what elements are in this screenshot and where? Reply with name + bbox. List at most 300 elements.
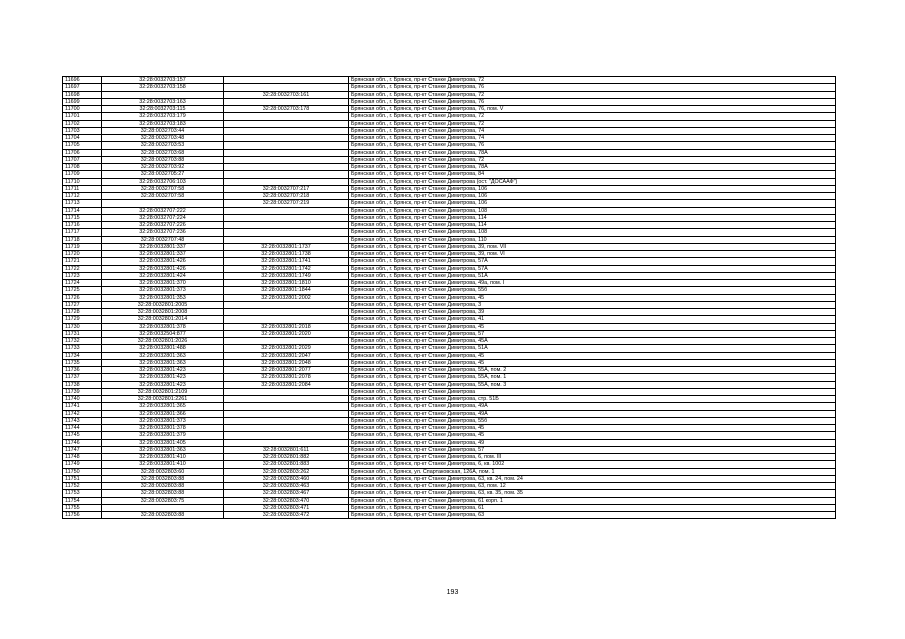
cadastral-number-cell: 32:28:0032801:373 xyxy=(102,417,224,424)
table-row xyxy=(63,504,836,511)
object-number-cell xyxy=(224,207,349,214)
row-number-cell: 11748 xyxy=(63,454,102,461)
address-cell: Брянская обл., г. Брянск, пр-кт Станке Димитрова, 39, пом. VII xyxy=(349,243,836,250)
address-cell: Брянская обл., г. Брянск, пр-кт Станке Димитрова, 45А xyxy=(349,338,836,345)
row-number-cell: 11700 xyxy=(63,106,102,113)
cadastral-number-cell: 32:28:0032801:378 xyxy=(102,323,224,330)
cadastral-number-cell: 32:28:0032703:88 xyxy=(102,156,224,163)
table-row xyxy=(63,149,836,156)
cadastral-number-cell: 32:28:0032707:224 xyxy=(102,214,224,221)
cadastral-number-cell: 32:28:0032801:363 xyxy=(102,352,224,359)
address-cell: Брянская обл., г. Брянск, пр-кт Станке Димитрова, 49А xyxy=(349,410,836,417)
row-number-cell: 11717 xyxy=(63,229,102,236)
table-row xyxy=(63,410,836,417)
row-number-cell: 11742 xyxy=(63,410,102,417)
cadastral-number-cell: 32:28:0032801:370 xyxy=(102,280,224,287)
object-number-cell: 32:28:0032803:262 xyxy=(224,468,349,475)
table-row xyxy=(63,345,836,352)
object-number-cell xyxy=(224,142,349,149)
cadastral-number-cell: 32:28:0032707:226 xyxy=(102,222,224,229)
cadastral-number-cell: 32:28:0032801:2008 xyxy=(102,309,224,316)
address-cell: Брянская обл., г. Брянск, пр-кт Станке Димитрова, 106 xyxy=(349,200,836,207)
row-number-cell: 11697 xyxy=(63,84,102,91)
row-number-cell: 11718 xyxy=(63,236,102,243)
row-number-cell: 11703 xyxy=(63,127,102,134)
row-number-cell: 11714 xyxy=(63,207,102,214)
object-number-cell xyxy=(224,338,349,345)
table-row xyxy=(63,258,836,265)
address-cell: Брянская обл., г. Брянск, пр-кт Станке Димитрова, 108 xyxy=(349,207,836,214)
address-cell: Брянская обл., г. Брянск, пр-кт Станке Димитрова, 63 xyxy=(349,512,836,519)
table-row xyxy=(63,374,836,381)
address-cell: Брянская обл., г. Брянск, пр-кт Станке Димитрова, 61 корп. 1 xyxy=(349,497,836,504)
table-row xyxy=(63,84,836,91)
address-cell: Брянская обл., г. Брянск, пр-кт Станке Димитрова, 6, пом. III xyxy=(349,454,836,461)
address-cell: Брянская обл., г. Брянск, пр-кт Станке Димитрова, 114 xyxy=(349,214,836,221)
cadastral-number-cell: 32:28:0032801:423 xyxy=(102,367,224,374)
address-cell: Брянская обл., г. Брянск, пр-кт Станке Димитрова, 55б xyxy=(349,287,836,294)
row-number-cell: 11707 xyxy=(63,156,102,163)
cadastral-number-cell: 32:28:0032801:337 xyxy=(102,243,224,250)
object-number-cell xyxy=(224,316,349,323)
table-row xyxy=(63,214,836,221)
row-number-cell: 11754 xyxy=(63,497,102,504)
object-number-cell: 32:28:0032801:2020 xyxy=(224,330,349,337)
cadastral-number-cell: 32:28:0032801:426 xyxy=(102,258,224,265)
row-number-cell: 11709 xyxy=(63,171,102,178)
object-number-cell: 32:28:0032801:1844 xyxy=(224,287,349,294)
address-cell: Брянская обл., г. Брянск, пр-кт Станке Димитрова, 84 xyxy=(349,171,836,178)
row-number-cell: 11756 xyxy=(63,512,102,519)
row-number-cell: 11744 xyxy=(63,425,102,432)
table-row xyxy=(63,330,836,337)
row-number-cell: 11711 xyxy=(63,185,102,192)
row-number-cell: 11702 xyxy=(63,120,102,127)
cadastral-number-cell: 32:28:0032703:92 xyxy=(102,164,224,171)
table-row xyxy=(63,461,836,468)
object-number-cell: 32:28:0032803:467 xyxy=(224,490,349,497)
row-number-cell: 11728 xyxy=(63,309,102,316)
table-row xyxy=(63,294,836,301)
table-row xyxy=(63,251,836,258)
address-cell: Брянская обл., г. Брянск, пр-кт Станке Димитрова, 63, кв. 35, пом. 35 xyxy=(349,490,836,497)
table-row xyxy=(63,381,836,388)
object-number-cell: 32:28:0032801:1737 xyxy=(224,243,349,250)
object-number-cell: 32:28:0032801:1741 xyxy=(224,258,349,265)
row-number-cell: 11743 xyxy=(63,417,102,424)
object-number-cell: 32:28:0032707:218 xyxy=(224,193,349,200)
address-cell: Брянская обл., г. Брянск, пр-кт Станке Димитрова xyxy=(349,388,836,395)
table-row xyxy=(63,127,836,134)
row-number-cell: 11710 xyxy=(63,178,102,185)
table-row xyxy=(63,236,836,243)
row-number-cell: 11719 xyxy=(63,243,102,250)
address-cell: Брянская обл., г. Брянск, пр-кт Станке Димитрова, 55А, пом. 1 xyxy=(349,374,836,381)
address-cell: Брянская обл., г. Брянск, пр-кт Станке Димитрова, 57 xyxy=(349,330,836,337)
cadastral-number-cell: 32:28:0032707:58 xyxy=(102,193,224,200)
cadastral-number-cell: 32:28:0032803:75 xyxy=(102,497,224,504)
address-cell: Брянская обл., г. Брянск, пр-кт Станке Димитрова, стр. 51Б xyxy=(349,396,836,403)
address-cell: Брянская обл., г. Брянск, пр-кт Станке Димитрова, 72 xyxy=(349,77,836,84)
table-row xyxy=(63,200,836,207)
object-number-cell: 32:28:0032801:883 xyxy=(224,461,349,468)
cadastral-number-cell: 32:28:0032801:337 xyxy=(102,251,224,258)
cadastral-number-cell: 32:28:0032703:115 xyxy=(102,106,224,113)
table-row xyxy=(63,120,836,127)
registry-table-body xyxy=(63,77,836,519)
page-number: 193 xyxy=(446,589,459,596)
table-row xyxy=(63,468,836,475)
address-cell: Брянская обл., г. Брянск, пр-кт Станке Димитрова, 72 xyxy=(349,91,836,98)
table-row xyxy=(63,98,836,105)
table-row xyxy=(63,280,836,287)
row-number-cell: 11701 xyxy=(63,113,102,120)
object-number-cell xyxy=(224,403,349,410)
address-cell: Брянская обл., г. Брянск, пр-кт Станке Димитрова, 114 xyxy=(349,222,836,229)
object-number-cell xyxy=(224,164,349,171)
address-cell: Брянская обл., г. Брянск, пр-кт Станке Димитрова, 57 xyxy=(349,446,836,453)
table-row xyxy=(63,475,836,482)
cadastral-number-cell: 32:28:0032801:363 xyxy=(102,359,224,366)
cadastral-number-cell: 32:28:0032703:48 xyxy=(102,135,224,142)
cadastral-number-cell: 32:28:0032707:236 xyxy=(102,229,224,236)
cadastral-number-cell: 32:28:0032801:2014 xyxy=(102,316,224,323)
object-number-cell xyxy=(224,149,349,156)
address-cell: Брянская обл., г. Брянск, пр-кт Станке Димитрова, 57А xyxy=(349,265,836,272)
table-row xyxy=(63,287,836,294)
address-cell: Брянская обл., г. Брянск, пр-кт Станке Димитрова, 51А xyxy=(349,272,836,279)
row-number-cell: 11722 xyxy=(63,265,102,272)
address-cell: Брянская обл., г. Брянск, пр-кт Станке Димитрова, 55б xyxy=(349,417,836,424)
row-number-cell: 11720 xyxy=(63,251,102,258)
row-number-cell: 11753 xyxy=(63,490,102,497)
table-row xyxy=(63,142,836,149)
object-number-cell xyxy=(224,388,349,395)
row-number-cell: 11751 xyxy=(63,475,102,482)
address-cell: Брянская обл., г. Брянск, пр-кт Станке Димитрова, 74 xyxy=(349,127,836,134)
table-row xyxy=(63,439,836,446)
object-number-cell xyxy=(224,77,349,84)
address-cell: Брянская обл., г. Брянск, пр-кт Станке Димитрова, 39 xyxy=(349,309,836,316)
address-cell: Брянская обл., г. Брянск, пр-кт Станке Димитрова, 76, пом. V xyxy=(349,106,836,113)
address-cell: Брянская обл., г. Брянск, пр-кт Станке Димитрова, 45 xyxy=(349,294,836,301)
cadastral-number-cell: 32:28:0032706:103 xyxy=(102,178,224,185)
object-number-cell: 32:28:0032703:161 xyxy=(224,91,349,98)
object-number-cell xyxy=(224,127,349,134)
table-row xyxy=(63,193,836,200)
table-row xyxy=(63,446,836,453)
cadastral-number-cell: 32:28:0032801:488 xyxy=(102,345,224,352)
address-cell: Брянская обл., г. Брянск, пр-кт Станке Димитрова, 72 xyxy=(349,120,836,127)
row-number-cell: 11730 xyxy=(63,323,102,330)
row-number-cell: 11745 xyxy=(63,432,102,439)
row-number-cell: 11699 xyxy=(63,98,102,105)
row-number-cell: 11696 xyxy=(63,77,102,84)
object-number-cell xyxy=(224,410,349,417)
cadastral-number-cell: 32:28:0032803:88 xyxy=(102,490,224,497)
address-cell: Брянская обл., г. Брянск, ул. Спартаковская, 126А, пом. 1 xyxy=(349,468,836,475)
object-number-cell: 32:28:0032803:471 xyxy=(224,504,349,511)
row-number-cell: 11713 xyxy=(63,200,102,207)
table-row xyxy=(63,243,836,250)
table-row xyxy=(63,352,836,359)
row-number-cell: 11749 xyxy=(63,461,102,468)
object-number-cell: 32:28:0032707:217 xyxy=(224,185,349,192)
object-number-cell: 32:28:0032801:1738 xyxy=(224,251,349,258)
cadastral-number-cell: 32:28:0032801:366 xyxy=(102,410,224,417)
object-number-cell: 32:28:0032801:2029 xyxy=(224,345,349,352)
cadastral-number-cell: 32:28:0032707:48 xyxy=(102,236,224,243)
cadastral-number-cell: 32:28:0032707:58 xyxy=(102,185,224,192)
table-row xyxy=(63,156,836,163)
table-row xyxy=(63,222,836,229)
address-cell: Брянская обл., г. Брянск, пр-кт Станке Димитрова, 106 xyxy=(349,185,836,192)
cadastral-number-cell: 32:28:0032801:2109 xyxy=(102,388,224,395)
row-number-cell: 11738 xyxy=(63,381,102,388)
object-number-cell: 32:28:0032703:178 xyxy=(224,106,349,113)
address-cell: Брянская обл., г. Брянск, пр-кт Станке Димитрова, 3 xyxy=(349,301,836,308)
table-row xyxy=(63,229,836,236)
table-row xyxy=(63,338,836,345)
address-cell: Брянская обл., г. Брянск, пр-кт Станке Димитрова, 55А, пом. 3 xyxy=(349,381,836,388)
address-cell: Брянская обл., г. Брянск, пр-кт Станке Димитрова, 61 xyxy=(349,504,836,511)
address-cell: Брянская обл., г. Брянск, пр-кт Станке Димитрова, 72 xyxy=(349,156,836,163)
object-number-cell: 32:28:0032707:219 xyxy=(224,200,349,207)
cadastral-number-cell: 32:28:0032801:2026 xyxy=(102,338,224,345)
table-row xyxy=(63,135,836,142)
cadastral-number-cell xyxy=(102,504,224,511)
row-number-cell: 11732 xyxy=(63,338,102,345)
table-row xyxy=(63,171,836,178)
address-cell: Брянская обл., г. Брянск, пр-кт Станке Димитрова, 72 xyxy=(349,113,836,120)
object-number-cell xyxy=(224,156,349,163)
address-cell: Брянская обл., г. Брянск, пр-кт Станке Димитрова, 49 xyxy=(349,439,836,446)
table-row xyxy=(63,301,836,308)
address-cell: Брянская обл., г. Брянск, пр-кт Станке Димитрова, 63, пом. 12 xyxy=(349,483,836,490)
cadastral-number-cell: 32:28:0032703:179 xyxy=(102,113,224,120)
object-number-cell: 32:28:0032803:460 xyxy=(224,475,349,482)
address-cell: Брянская обл., г. Брянск, пр-кт Станке Димитрова, 74 xyxy=(349,135,836,142)
row-number-cell: 11715 xyxy=(63,214,102,221)
object-number-cell xyxy=(224,222,349,229)
table-row xyxy=(63,185,836,192)
address-cell: Брянская обл., г. Брянск, пр-кт Станке Димитрова, 51А xyxy=(349,345,836,352)
object-number-cell xyxy=(224,425,349,432)
cadastral-number-cell: 32:28:0032801:423 xyxy=(102,374,224,381)
object-number-cell: 32:28:0032803:472 xyxy=(224,512,349,519)
table-row xyxy=(63,490,836,497)
table-row xyxy=(63,403,836,410)
cadastral-number-cell: 32:28:0032801:426 xyxy=(102,265,224,272)
object-number-cell xyxy=(224,236,349,243)
cadastral-number-cell: 32:28:0032703:158 xyxy=(102,84,224,91)
cadastral-number-cell: 32:28:0032801:2005 xyxy=(102,301,224,308)
row-number-cell: 11752 xyxy=(63,483,102,490)
row-number-cell: 11741 xyxy=(63,403,102,410)
address-cell: Брянская обл., г. Брянск, пр-кт Станке Димитрова, 6, кв. 1002 xyxy=(349,461,836,468)
object-number-cell: 32:28:0032801:2048 xyxy=(224,359,349,366)
object-number-cell xyxy=(224,439,349,446)
row-number-cell: 11705 xyxy=(63,142,102,149)
table-row xyxy=(63,309,836,316)
object-number-cell: 32:28:0032801:2002 xyxy=(224,294,349,301)
table-row xyxy=(63,207,836,214)
object-number-cell: 32:28:0032803:463 xyxy=(224,483,349,490)
address-cell: Брянская обл., г. Брянск, пр-кт Станке Димитрова, 106 xyxy=(349,193,836,200)
table-row xyxy=(63,77,836,84)
row-number-cell: 11735 xyxy=(63,359,102,366)
row-number-cell: 11729 xyxy=(63,316,102,323)
cadastral-number-cell: 32:28:0032801:379 xyxy=(102,432,224,439)
cadastral-number-cell: 32:28:0032703:157 xyxy=(102,77,224,84)
table-row xyxy=(63,512,836,519)
object-number-cell xyxy=(224,120,349,127)
address-cell: Брянская обл., г. Брянск, пр-кт Станке Димитрова, 45 xyxy=(349,425,836,432)
cadastral-number-cell: 32:28:0032803:88 xyxy=(102,483,224,490)
row-number-cell: 11704 xyxy=(63,135,102,142)
object-number-cell xyxy=(224,98,349,105)
cadastral-number-cell: 32:28:0032801:410 xyxy=(102,454,224,461)
object-number-cell: 32:28:0032801:882 xyxy=(224,454,349,461)
table-row xyxy=(63,367,836,374)
table-row xyxy=(63,432,836,439)
table-row xyxy=(63,272,836,279)
address-cell: Брянская обл., г. Брянск, пр-кт Станке Димитрова, 49а, пом. I xyxy=(349,280,836,287)
address-cell: Брянская обл., г. Брянск, пр-кт Станке Димитрова, 63, кв. 24, пом. 24 xyxy=(349,475,836,482)
row-number-cell: 11750 xyxy=(63,468,102,475)
table-row xyxy=(63,316,836,323)
object-number-cell: 32:28:0032801:1742 xyxy=(224,265,349,272)
row-number-cell: 11731 xyxy=(63,330,102,337)
object-number-cell xyxy=(224,113,349,120)
object-number-cell: 32:28:0032801:2047 xyxy=(224,352,349,359)
address-cell: Брянская обл., г. Брянск, пр-кт Станке Димитрова, 76 xyxy=(349,142,836,149)
object-number-cell: 32:28:0032801:2078 xyxy=(224,374,349,381)
object-number-cell xyxy=(224,396,349,403)
table-row xyxy=(63,388,836,395)
row-number-cell: 11724 xyxy=(63,280,102,287)
table-row xyxy=(63,396,836,403)
cadastral-number-cell: 32:28:0032801:405 xyxy=(102,439,224,446)
object-number-cell: 32:28:0032801:2077 xyxy=(224,367,349,374)
cadastral-number-cell: 32:28:0032801:373 xyxy=(102,287,224,294)
row-number-cell: 11725 xyxy=(63,287,102,294)
cadastral-number-cell: 32:28:0032703:53 xyxy=(102,142,224,149)
cadastral-number-cell: 32:28:0032803:88 xyxy=(102,475,224,482)
table-row xyxy=(63,265,836,272)
object-number-cell xyxy=(224,432,349,439)
address-cell: Брянская обл., г. Брянск, пр-кт Станке Димитрова (ост. "ДОСААФ") xyxy=(349,178,836,185)
cadastral-number-cell: 32:28:0032703:44 xyxy=(102,127,224,134)
row-number-cell: 11736 xyxy=(63,367,102,374)
row-number-cell: 11723 xyxy=(63,272,102,279)
object-number-cell: 32:28:0032801:1749 xyxy=(224,272,349,279)
address-cell: Брянская обл., г. Брянск, пр-кт Станке Димитрова, 49А xyxy=(349,403,836,410)
cadastral-number-cell: 32:28:0032801:365 xyxy=(102,403,224,410)
address-cell: Брянская обл., г. Брянск, пр-кт Станке Димитрова, 41 xyxy=(349,316,836,323)
table-row xyxy=(63,483,836,490)
address-cell: Брянская обл., г. Брянск, пр-кт Станке Димитрова, 110 xyxy=(349,236,836,243)
address-cell: Брянская обл., г. Брянск, пр-кт Станке Димитрова, 45 xyxy=(349,359,836,366)
cadastral-number-cell: 32:28:0032801:423 xyxy=(102,381,224,388)
table-row xyxy=(63,178,836,185)
row-number-cell: 11721 xyxy=(63,258,102,265)
row-number-cell: 11708 xyxy=(63,164,102,171)
row-number-cell: 11739 xyxy=(63,388,102,395)
cadastral-number-cell: 32:28:0032801:378 xyxy=(102,425,224,432)
address-cell: Брянская обл., г. Брянск, пр-кт Станке Димитрова, 78А xyxy=(349,164,836,171)
cadastral-number-cell: 32:28:0032703:163 xyxy=(102,98,224,105)
address-cell: Брянская обл., г. Брянск, пр-кт Станке Димитрова, 57А xyxy=(349,258,836,265)
object-number-cell xyxy=(224,135,349,142)
object-number-cell xyxy=(224,229,349,236)
cadastral-number-cell: 32:28:0032504:877 xyxy=(102,330,224,337)
cadastral-number-cell xyxy=(102,91,224,98)
object-number-cell xyxy=(224,84,349,91)
row-number-cell: 11737 xyxy=(63,374,102,381)
cadastral-number-cell: 32:28:0032801:363 xyxy=(102,446,224,453)
object-number-cell: 32:28:0032801:2084 xyxy=(224,381,349,388)
table-row xyxy=(63,417,836,424)
cadastral-number-cell: 32:28:0032803:60 xyxy=(102,468,224,475)
table-row xyxy=(63,425,836,432)
table-row xyxy=(63,91,836,98)
object-number-cell: 32:28:0032803:470 xyxy=(224,497,349,504)
row-number-cell: 11733 xyxy=(63,345,102,352)
cadastral-number-cell: 32:28:0032703:183 xyxy=(102,120,224,127)
address-cell: Брянская обл., г. Брянск, пр-кт Станке Димитрова, 108 xyxy=(349,229,836,236)
object-number-cell: 32:28:0032801:611 xyxy=(224,446,349,453)
row-number-cell: 11698 xyxy=(63,91,102,98)
table-row xyxy=(63,106,836,113)
registry-table xyxy=(62,76,836,519)
row-number-cell: 11727 xyxy=(63,301,102,308)
row-number-cell: 11740 xyxy=(63,396,102,403)
cadastral-number-cell: 32:28:0032803:88 xyxy=(102,512,224,519)
table-row xyxy=(63,497,836,504)
row-number-cell: 11726 xyxy=(63,294,102,301)
object-number-cell xyxy=(224,171,349,178)
address-cell: Брянская обл., г. Брянск, пр-кт Станке Димитрова, 76 xyxy=(349,84,836,91)
row-number-cell: 11746 xyxy=(63,439,102,446)
cadastral-number-cell: 32:28:0032703:68 xyxy=(102,149,224,156)
cadastral-number-cell: 32:28:0032801:424 xyxy=(102,272,224,279)
table-row xyxy=(63,359,836,366)
object-number-cell xyxy=(224,301,349,308)
table-row xyxy=(63,454,836,461)
address-cell: Брянская обл., г. Брянск, пр-кт Станке Димитрова, 45 xyxy=(349,432,836,439)
row-number-cell: 11747 xyxy=(63,446,102,453)
object-number-cell xyxy=(224,417,349,424)
cadastral-number-cell: 32:28:0032801:410 xyxy=(102,461,224,468)
row-number-cell: 11755 xyxy=(63,504,102,511)
cadastral-number-cell: 32:28:0032801:2261 xyxy=(102,396,224,403)
address-cell: Брянская обл., г. Брянск, пр-кт Станке Димитрова, 39, пом. VI xyxy=(349,251,836,258)
address-cell: Брянская обл., г. Брянск, пр-кт Станке Димитрова, 78А xyxy=(349,149,836,156)
address-cell: Брянская обл., г. Брянск, пр-кт Станке Димитрова, 76 xyxy=(349,98,836,105)
address-cell: Брянская обл., г. Брянск, пр-кт Станке Димитрова, 45 xyxy=(349,352,836,359)
cadastral-number-cell xyxy=(102,200,224,207)
address-cell: Брянская обл., г. Брянск, пр-кт Станке Димитрова, 45 xyxy=(349,323,836,330)
table-row xyxy=(63,164,836,171)
cadastral-number-cell: 32:28:0032707:222 xyxy=(102,207,224,214)
row-number-cell: 11712 xyxy=(63,193,102,200)
row-number-cell: 11706 xyxy=(63,149,102,156)
table-row xyxy=(63,323,836,330)
cadastral-number-cell: 32:28:0032801:353 xyxy=(102,294,224,301)
cadastral-number-cell: 32:28:0032705:27 xyxy=(102,171,224,178)
row-number-cell: 11716 xyxy=(63,222,102,229)
